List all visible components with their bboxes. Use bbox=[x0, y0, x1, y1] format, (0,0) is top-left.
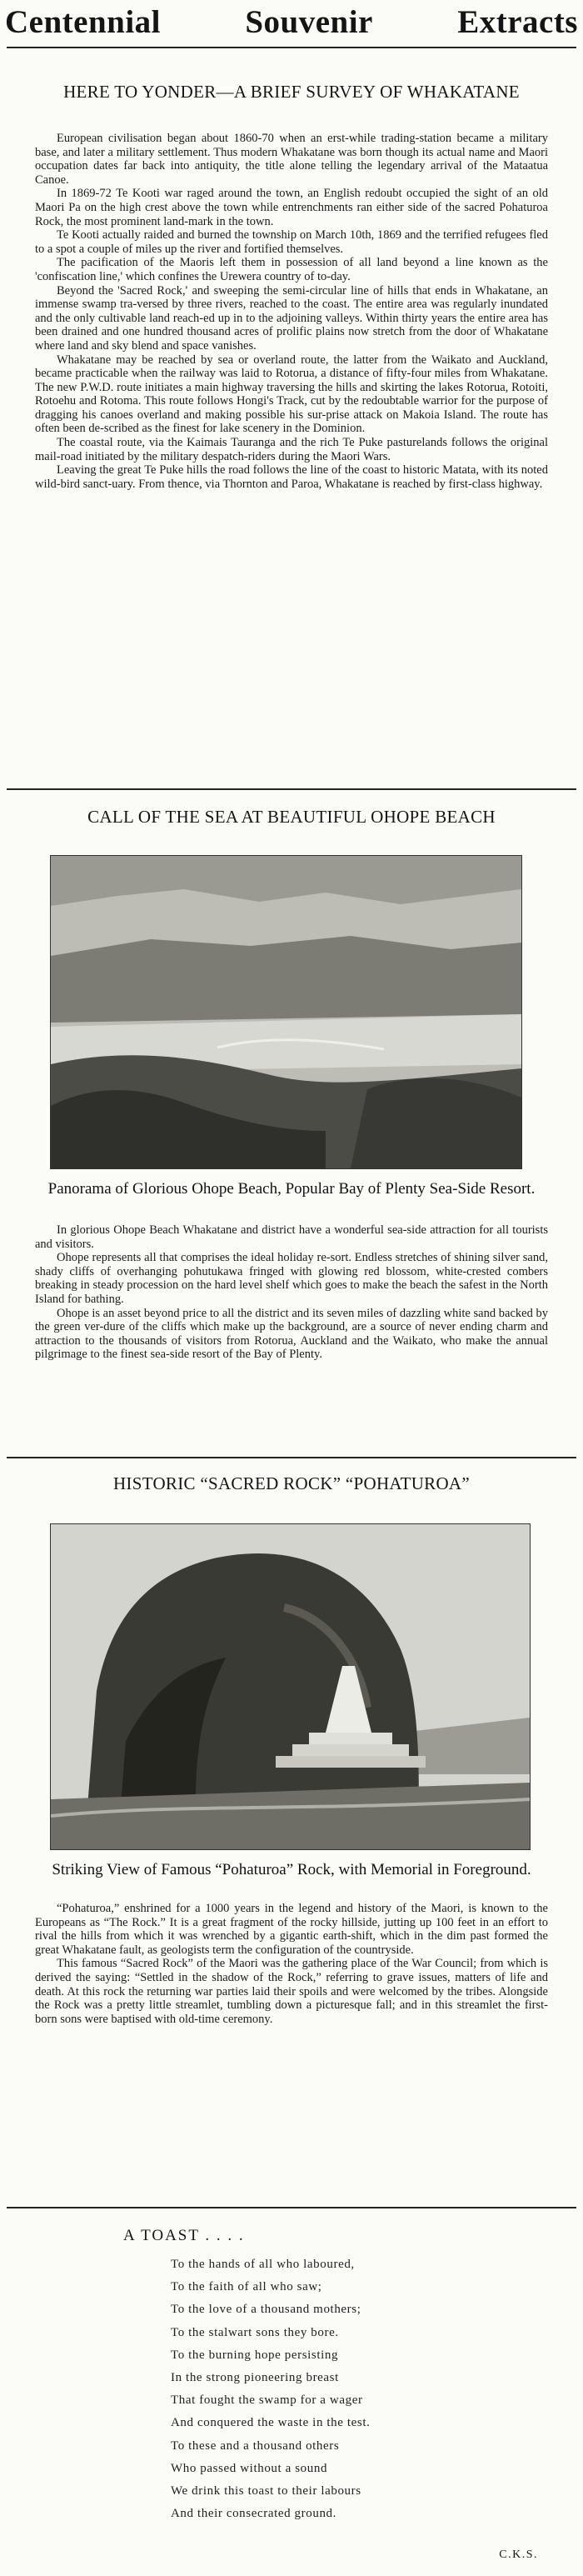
section-divider bbox=[7, 788, 576, 790]
paragraph: Beyond the 'Sacred Rock,' and sweeping the semi-circular line of hills that ends in Whakatane, an immense swamp tra-versed by three rivers, reached to the coast. The entire area was regularly inundated and the only cultivable land reach-ed up in to the adjoining valleys. Within thirty years the entire area has been drained and one hundred thousand acres of prolific plains now stretch from the door of Whakatane where land and sky blend and space vanishes. bbox=[35, 283, 548, 353]
pohaturoa-rock-illustration bbox=[51, 1524, 530, 1849]
poem-line: We drink this toast to their labours bbox=[171, 2484, 361, 2498]
poem-line: In the strong pioneering breast bbox=[171, 2371, 339, 2385]
poem-line: To the faith of all who saw; bbox=[171, 2280, 322, 2294]
masthead-rule bbox=[7, 47, 576, 48]
section-heading-sacred-rock: HISTORIC “SACRED ROCK” “POHATUROA” bbox=[112, 1473, 471, 1493]
ohope-photo-caption: Panorama of Glorious Ohope Beach, Popular Bay of Plenty Sea-Side Resort. bbox=[47, 1180, 536, 1198]
paragraph: Ohope is an asset beyond price to all the district and its seven miles of dazzling white sand backed by the green ver-dure of the cliffs which make up the background, are a source of never ending charm and attraction to the thousands of visitors from Rotorua, Auckland and the Waikato, who make the annual pilgrimage to the finest sea-side resort of the Bay of Plenty. bbox=[35, 1306, 548, 1362]
paragraph: Ohope represents all that comprises the ideal holiday re-sort. Endless stretches of shining silver sand, shady cliffs of overhanging pohutukawa fringed with glowing red blossom, white-crested combers breaking in steady procession on the hard level shelf which goes to make the beach the safest in the North Island for bathing. bbox=[35, 1251, 548, 1306]
masthead-word-1: Centennial bbox=[5, 3, 162, 40]
ohope-beach-photo bbox=[50, 855, 522, 1169]
paragraph: This famous “Sacred Rock” of the Maori was the gathering place of the War Council; from which is derived the saying: “Settled in the shadow of the Rock,” referring to grave issues, matters of life and death. At this rock the returning war parties laid their spoils and were welcomed by the tribes. Alongside the Rock was a pretty little streamlet, tumbling down a picturesque fall; and in this streamlet the first-born sons were baptised with old-time ceremony. bbox=[35, 1957, 548, 2026]
masthead-word-2: Souvenir bbox=[245, 3, 373, 40]
paragraph: European civilisation began about 1860-70 when an erst-while trading-station became a military base, and later a military settlement. Thus modern Whakatane was born though its actual name and Maori occupation dates far back into antiquity, the title alone telling the legendary arrival of the Mataatua Canoe. bbox=[35, 132, 548, 187]
poem-line: To the hands of all who laboured, bbox=[171, 2258, 355, 2271]
pohaturoa-rock-photo bbox=[50, 1523, 531, 1850]
ohope-beach-illustration bbox=[51, 856, 521, 1168]
section-divider bbox=[7, 2207, 576, 2208]
poem-line: That fought the swamp for a wager bbox=[171, 2393, 363, 2408]
section-heading-survey: HERE TO YONDER—A BRIEF SURVEY OF WHAKATANE bbox=[63, 82, 520, 102]
section-heading-ohope: CALL OF THE SEA AT BEAUTIFUL OHOPE BEACH bbox=[87, 807, 496, 827]
survey-article bbox=[35, 132, 548, 491]
poem-line: And conquered the waste in the test. bbox=[171, 2416, 371, 2430]
paragraph: In glorious Ohope Beach Whakatane and district have a wonderful sea-side attraction for all tourists and visitors. bbox=[35, 1223, 548, 1251]
poem-line: To the love of a thousand mothers; bbox=[171, 2303, 361, 2317]
paragraph: Leaving the great Te Puke hills the road follows the line of the coast to historic Matata, with its noted wild-bird sanct-uary. From thence, via Thornton and Paroa, Whakatane is reached by first-class highway. bbox=[35, 463, 548, 491]
toast-title: A TOAST . . . . bbox=[123, 2227, 245, 2244]
paragraph: The coastal route, via the Kaimais Tauranga and the rich Te Puke pasturelands follows the original mail-road initiated by the military despatch-riders during the Maori Wars. bbox=[35, 436, 548, 463]
paragraph: “Pohaturoa,” enshrined for a 1000 years in the legend and history of the Maori, is known to the Europeans as “The Rock.” It is a great fragment of the rocky hillside, jutting up 100 feet in an effort to rival the hills from which it was wrenched by a gigantic earth-shift, which in the dim past formed the great Whakatane fault, as geologists term the configuration of the countryside. bbox=[35, 1902, 548, 1957]
poem-signature: C.K.S. bbox=[499, 2548, 538, 2561]
section-divider bbox=[7, 1457, 576, 1458]
paragraph: The pacification of the Maoris left them in possession of all land beyond a line known as the 'confiscation line,' which confines the Urewera country of to-day. bbox=[35, 256, 548, 283]
toast-poem bbox=[171, 2253, 521, 2525]
poem-line: To these and a thousand others bbox=[171, 2438, 340, 2453]
poem-line: To the burning hope persisting bbox=[171, 2348, 339, 2362]
poem-line: Who passed without a sound bbox=[171, 2461, 328, 2475]
poem-line: To the stalwart sons they bore. bbox=[171, 2325, 339, 2339]
masthead bbox=[0, 0, 583, 43]
poem-line: And their consecrated ground. bbox=[171, 2507, 337, 2521]
sacred-rock-article bbox=[35, 1902, 548, 2026]
paragraph: Te Kooti actually raided and burned the township on March 10th, 1869 and the terrified refugees fled to a spot a couple of miles up the river and fortified themselves. bbox=[35, 228, 548, 256]
paragraph: Whakatane may be reached by sea or overland route, the latter from the Waikato and Auckland, became practicable when the railway was laid to Rotorua, a distance of fifty-four miles from Whakatane. The new P.W.D. route initiates a main highway traversing the hills and skirting the lakes Rotorua, Rotoiti, Rotoehu and Rotoma. This route follows Hongi's Track, cut by the redoubtable warrior for the purpose of dragging his canoes overland and making possible his sur-prise attack on Makoia Island. The route has often been de-scribed as the finest for lake scenery in the Dominion. bbox=[35, 353, 548, 436]
ohope-article bbox=[35, 1223, 548, 1362]
masthead-word-3: Extracts bbox=[457, 3, 578, 40]
pohaturoa-photo-caption: Striking View of Famous “Pohaturoa” Rock, with Memorial in Foreground. bbox=[52, 1861, 531, 1878]
paragraph: In 1869-72 Te Kooti war raged around the town, an English redoubt occupied the sight of an old Maori Pa on the high crest above the town while entrenchments ran either side of the sacred Pohaturoa Rock, the most prominent land-mark in the town. bbox=[35, 187, 548, 228]
